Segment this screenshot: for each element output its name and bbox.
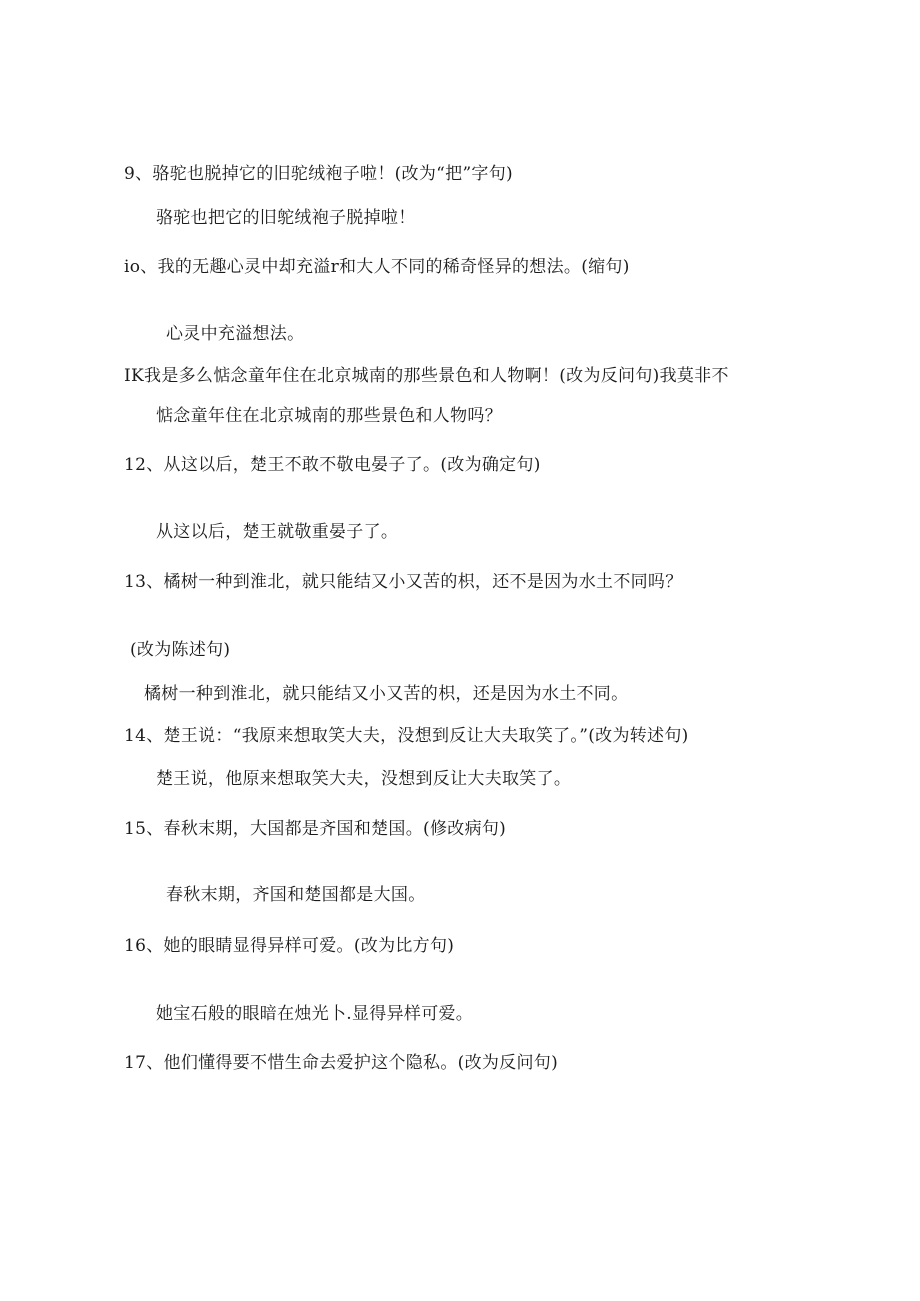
question-11: IK我是多么惦念童年住在北京城南的那些景色和人物啊！(改为反问句)我莫非不	[124, 366, 729, 386]
question-17: 17、他们懂得要不惜生命去爱护这个隐私。(改为反问句)	[124, 1053, 558, 1073]
answer-15: 春秋末期，齐国和楚国都是大国。	[166, 885, 426, 905]
question-13-instruction: (改为陈述句)	[130, 640, 231, 660]
question-11-continued: 惦念童年住在北京城南的那些景色和人物吗？	[156, 406, 502, 426]
answer-14: 楚王说，他原来想取笑大夫，没想到反让大夫取笑了。	[156, 769, 572, 789]
answer-13: 橘树一种到淮北，就只能结又小又苦的枳，还是因为水土不同。	[144, 684, 629, 704]
answer-16: 她宝石般的眼暗在烛光卜.显得异样可爱。	[156, 1004, 474, 1024]
question-10: io、我的无趣心灵中却充溢r和大人不同的稀奇怪异的想法。(缩句)	[124, 257, 630, 277]
question-12: 12、从这以后，楚王不敢不敬电晏子了。(改为确定句)	[124, 455, 541, 475]
answer-12: 从这以后，楚王就敬重晏子了。	[156, 522, 399, 542]
question-9: 9、骆驼也脱掉它的旧驼绒袍子啦！(改为“把”字句)	[124, 164, 513, 184]
question-16: 16、她的眼睛显得异样可爱。(改为比方句)	[124, 936, 455, 956]
answer-10: 心灵中充溢想法。	[166, 324, 305, 344]
question-14: 14、楚王说：“我原来想取笑大夫，没想到反让大夫取笑了。”(改为转述句)	[124, 726, 689, 746]
question-15: 15、春秋末期，大国都是齐国和楚国。(修改病句)	[124, 819, 507, 839]
question-13: 13、橘树一种到淮北，就只能结又小又苦的枳，还不是因为水土不同吗？	[124, 572, 683, 592]
answer-9: 骆驼也把它的旧鸵绒袍子脱掉啦！	[156, 208, 416, 228]
